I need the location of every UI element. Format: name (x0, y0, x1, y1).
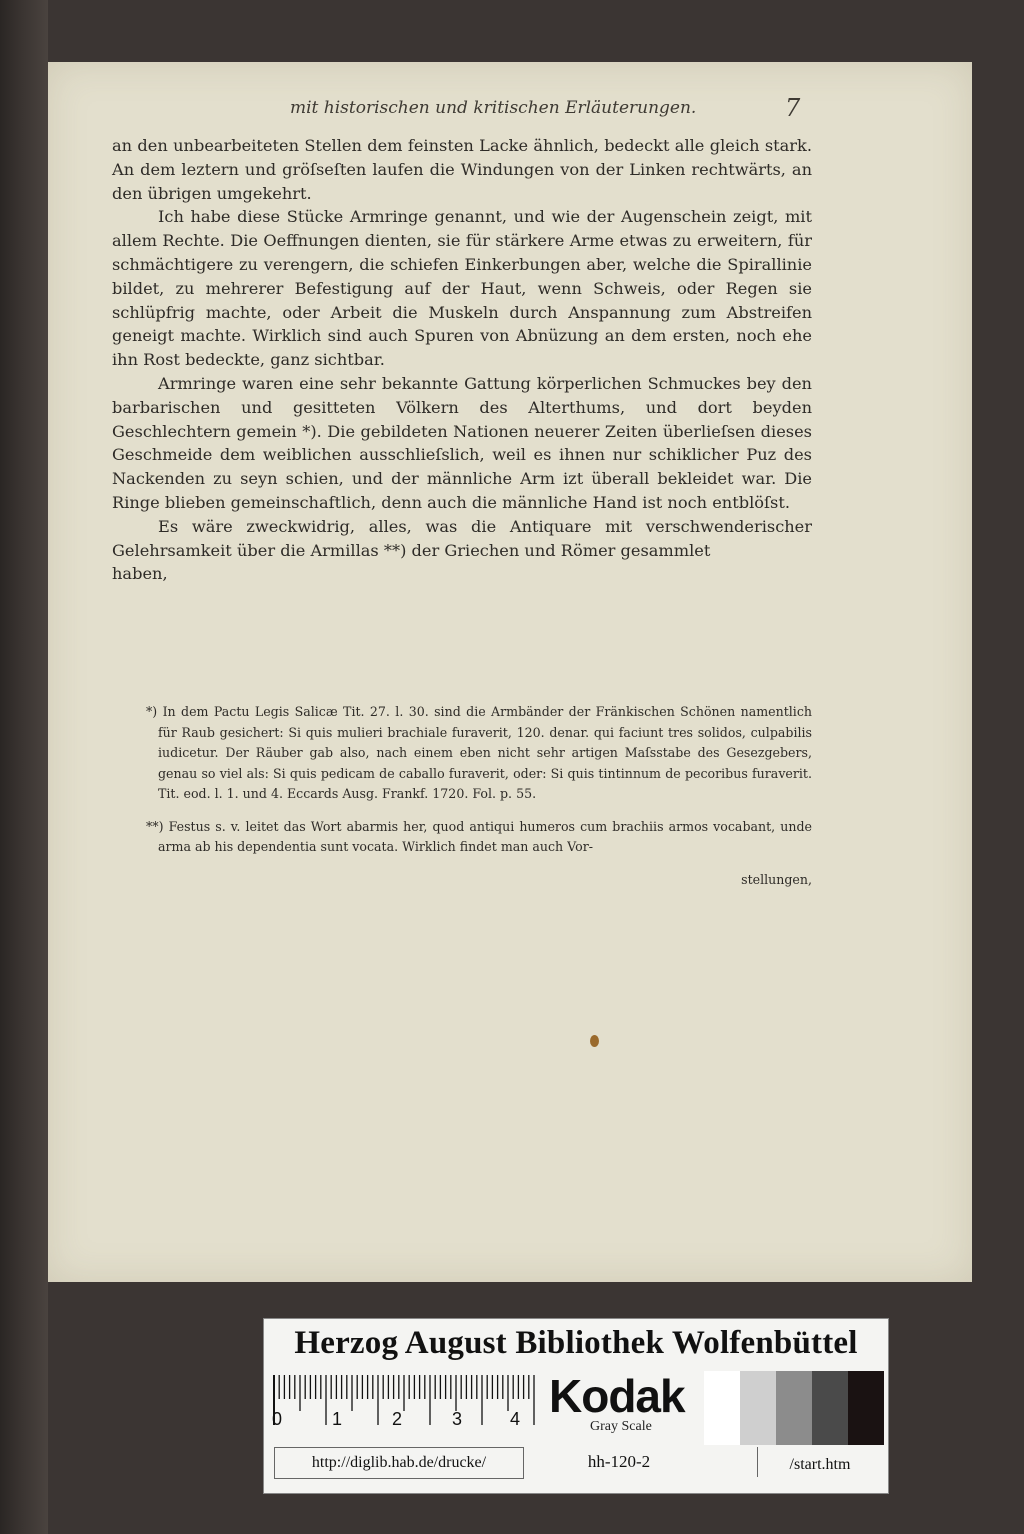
ruler-number: 2 (392, 1409, 403, 1429)
shelfmark: hh-120-2 (587, 1452, 651, 1471)
footnotes (112, 702, 812, 890)
ruler-numbers (272, 1409, 542, 1431)
paragraph-4: Es wäre zweckwidrig, alles, was die Antiquare mit verschwenderischer Gelehrsamkeit über die Armillas **) der Griechen und Römer gesammlet (112, 516, 812, 560)
paragraph-2: Ich habe diese Stücke Armringe genannt, und wie der Augenschein zeigt, mit allem Rechte. Die Oeffnungen dienten, sie für stärkere Arme etwas zu erweitern, für schmächtigere zu verengern, die schiefen Einkerbungen aber, welche die Spirallinie bildet, zu mehrerer Befestigung auf der Haut, wenn Schweis, oder Regen sie schlüpfrig machte, oder Arbeit die Muskeln durch Anspannung zum Abstreifen geneigt machte. Wirklich sind auch Spuren von Abnüzung an dem ersten, noch ehe ihn Rost bedeckte, ganz sichtbar. (112, 207, 812, 370)
swatch (848, 1371, 884, 1445)
paragraph-3: Armringe waren eine sehr bekannte Gattung körperlichen Schmuckes bey den barbarischen und gesitteten Völkern des Alterthums, und dort beyden Geschlechtern gemein *). Die gebildeten Nationen neuerer Zeiten überlieſsen dieses Geschmeide dem weiblichen ausschlieſslich, weil es ihnen nur schiklicher Puz des Nackenden zu seyn schien, und der männliche Arm izt überall bekleidet war. Die Ringe blieben gemeinschaftlich, denn auch die männliche Hand ist noch entblöſst. (112, 373, 812, 512)
footnote-catchword: stellungen, (741, 871, 812, 887)
swatch (740, 1371, 776, 1445)
color-target-card (263, 1318, 889, 1494)
ruler-number: 0 (272, 1409, 283, 1429)
main-text (112, 134, 812, 586)
ruler-number: 3 (452, 1409, 463, 1429)
running-title: mit historischen und kritischen Erläuterungen. (290, 98, 697, 118)
ruler-number: 4 (510, 1409, 521, 1429)
gray-swatches (704, 1371, 884, 1445)
swatch (812, 1371, 848, 1445)
gray-scale-label: Gray Scale (590, 1419, 652, 1434)
footnote-2: **) Festus s. v. leitet das Wort abarmis her, quod antiqui humeros cum brachiis armos vocabant, unde arma ab his dependentia sunt vocata. Wirklich findet man auch Vor- (146, 818, 812, 854)
book-spine-edge (0, 0, 48, 1534)
digital-library-url: http://diglib.hab.de/drucke/ (274, 1447, 524, 1479)
swatch (704, 1371, 740, 1445)
footnote-1: *) In dem Pactu Legis Salicæ Tit. 27. l. 30. sind die Armbänder der Fränkischen Schönen namentlich für Raub gesichert: Si quis mulieri brachiale furaverit, 120. denar. qui faciunt tres solidos, culpabilis iudicetur. Der Räuber gab also, nach einem eben nicht sehr artigen Maſsstabe des Gesezgebers, genau so viel als: Si quis pedicam de caballo furaverit, oder: Si quis tintinnum de pecoribus furaverit. Tit. eod. l. 1. und 4. Eccards Ausg. Frankf. 1720. Fol. p. 55. (146, 704, 812, 801)
catchword: haben, (112, 564, 168, 584)
kodak-logo: Kodak (549, 1370, 685, 1422)
swatch (776, 1371, 812, 1445)
library-name: Herzog August Bibliothek Wolfenbüttel (294, 1325, 858, 1361)
paragraph-1: an den unbearbeiteten Stellen dem feinsten Lacke ähnlich, bedeckt alle gleich stark. An dem leztern und gröſseſten laufen die Windungen von der Linken rechtwärts, an den übrigen umgekehrt. (112, 136, 812, 203)
start-page-url: /start.htm (757, 1447, 882, 1477)
page-number: 7 (785, 94, 801, 122)
ruler-number: 1 (332, 1409, 343, 1429)
paper-stain (590, 1035, 599, 1047)
